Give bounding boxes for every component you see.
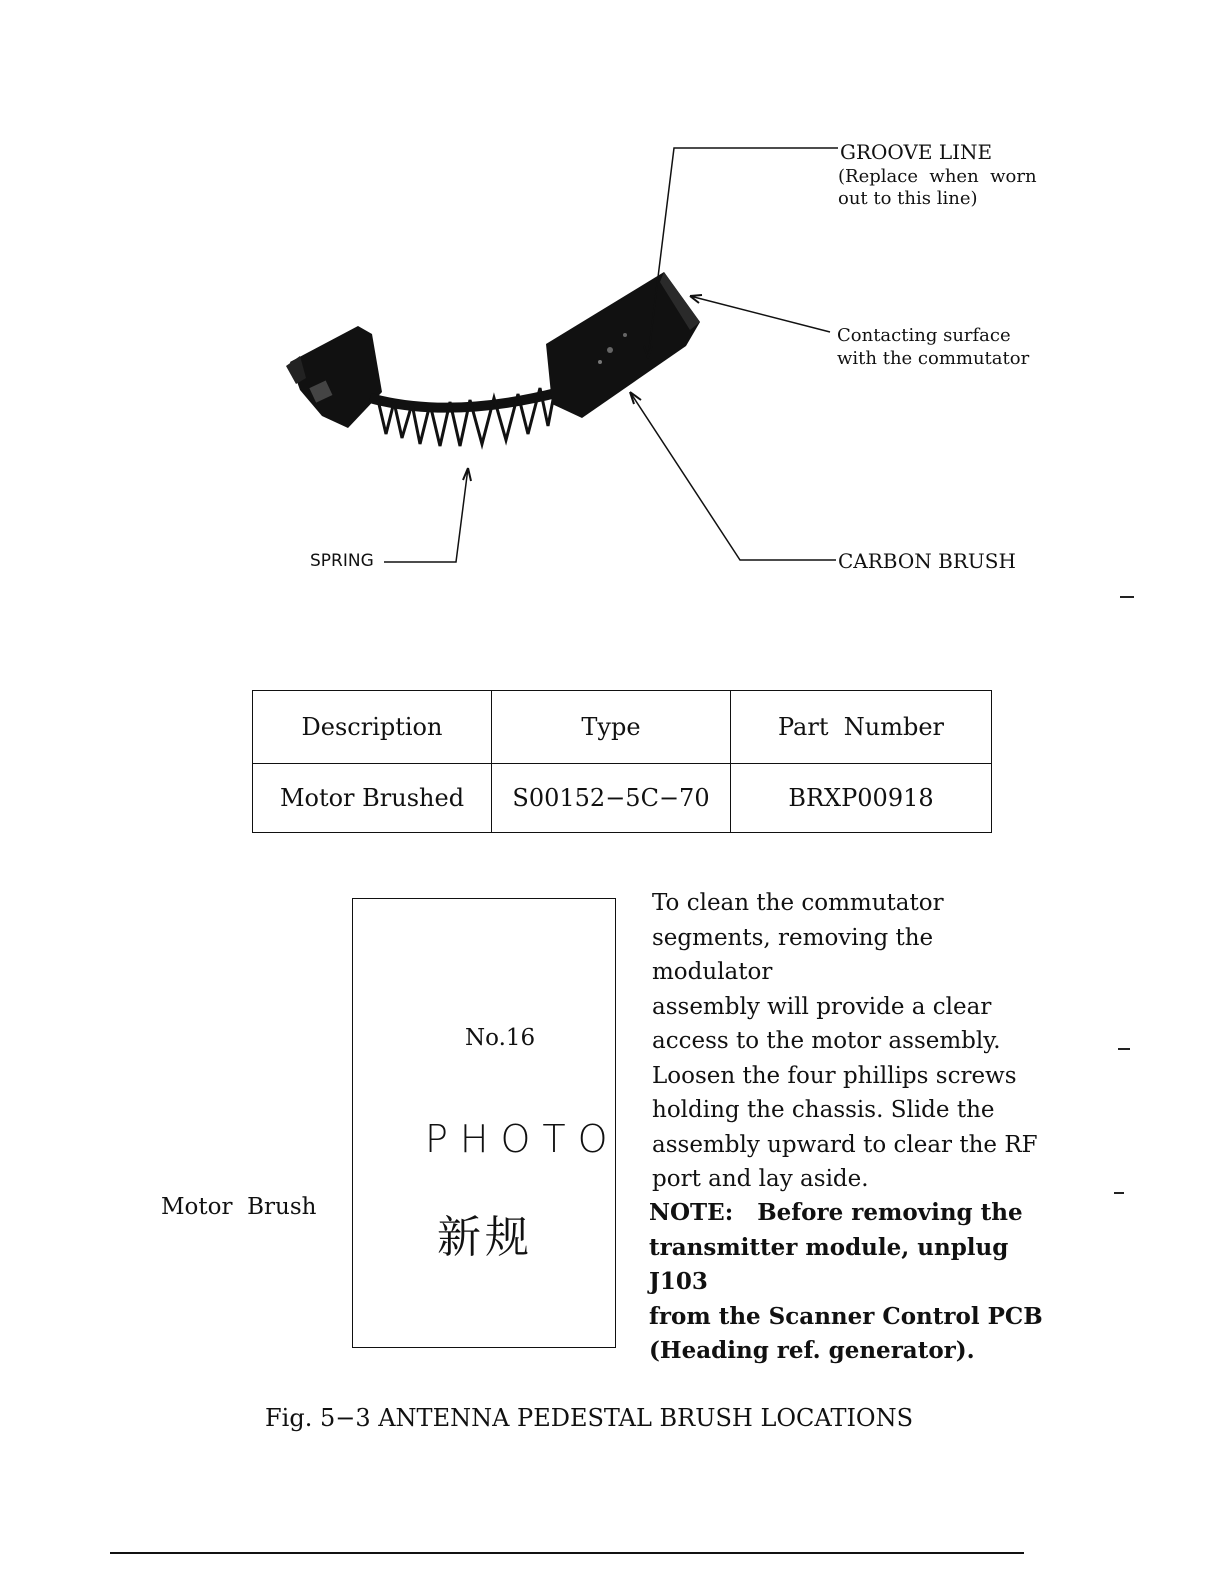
- instruction-line: segments, removing the modulator: [652, 924, 934, 985]
- photo-placeholder-box: [352, 898, 620, 1348]
- lead-wire: [370, 392, 560, 408]
- header-description: Description: [253, 691, 492, 764]
- carbon-brush-label: CARBON BRUSH: [838, 549, 1016, 573]
- margin-mark: [1118, 1048, 1130, 1050]
- header-type: Type: [492, 691, 731, 764]
- cell-type: S00152−5C−70: [492, 764, 731, 833]
- note-line: (Heading ref. generator).: [649, 1337, 975, 1364]
- instruction-line: To clean the commutator: [652, 890, 944, 916]
- contact-surface-label-1: Contacting surface: [837, 325, 1011, 346]
- spring-leader: [384, 468, 471, 562]
- bottom-divider: [110, 1552, 1024, 1554]
- note-line: transmitter module, unplug J103: [649, 1233, 1009, 1295]
- photo-handwriting: PHOTO: [425, 1117, 620, 1161]
- carbon-brush-leader: [630, 392, 836, 560]
- instruction-line: holding the chassis. Slide the: [652, 1097, 995, 1123]
- instructions-paragraph: [652, 886, 1052, 1197]
- photo-number: No.16: [465, 1025, 536, 1051]
- photo-handwriting-chinese: 新规: [437, 1212, 533, 1263]
- note-line: NOTE: Before removing the: [649, 1199, 1023, 1226]
- margin-mark: [1114, 1192, 1124, 1194]
- contact-surface-leader: [690, 295, 830, 332]
- instruction-line: assembly upward to clear the RF: [652, 1131, 1038, 1158]
- groove-line-note-2: out to this line): [838, 188, 978, 209]
- cell-description: Motor Brushed: [253, 764, 492, 833]
- note-line: from the Scanner Control PCB: [649, 1302, 1043, 1330]
- cell-part-number: BRXP00918: [731, 764, 992, 833]
- groove-line-label: GROOVE LINE: [840, 140, 993, 164]
- figure-caption: Fig. 5−3 ANTENNA PEDESTAL BRUSH LOCATIONS: [265, 1404, 914, 1432]
- brush-illustration: [0, 0, 1224, 640]
- note-paragraph: [649, 1196, 1069, 1369]
- spring-label: SPRING: [310, 551, 374, 571]
- motor-brush-label: Motor Brush: [161, 1194, 317, 1220]
- brush-holder-tab: [286, 326, 382, 428]
- instruction-line: Loosen the four phillips screws: [652, 1062, 1017, 1089]
- spring-coils: [378, 384, 556, 446]
- instruction-line: assembly will provide a clear: [652, 993, 992, 1020]
- instruction-line: port and lay aside.: [652, 1166, 869, 1192]
- instruction-line: access to the motor assembly.: [652, 1028, 1001, 1054]
- parts-table: [252, 690, 992, 833]
- carbon-brush-block: [546, 272, 700, 418]
- table-row: [253, 764, 992, 833]
- margin-mark: [1120, 596, 1134, 598]
- contact-surface-label-2: with the commutator: [837, 348, 1030, 369]
- header-part-number: Part Number: [731, 691, 992, 764]
- groove-line-note-1: (Replace when worn: [838, 166, 1037, 187]
- table-header-row: [253, 691, 992, 764]
